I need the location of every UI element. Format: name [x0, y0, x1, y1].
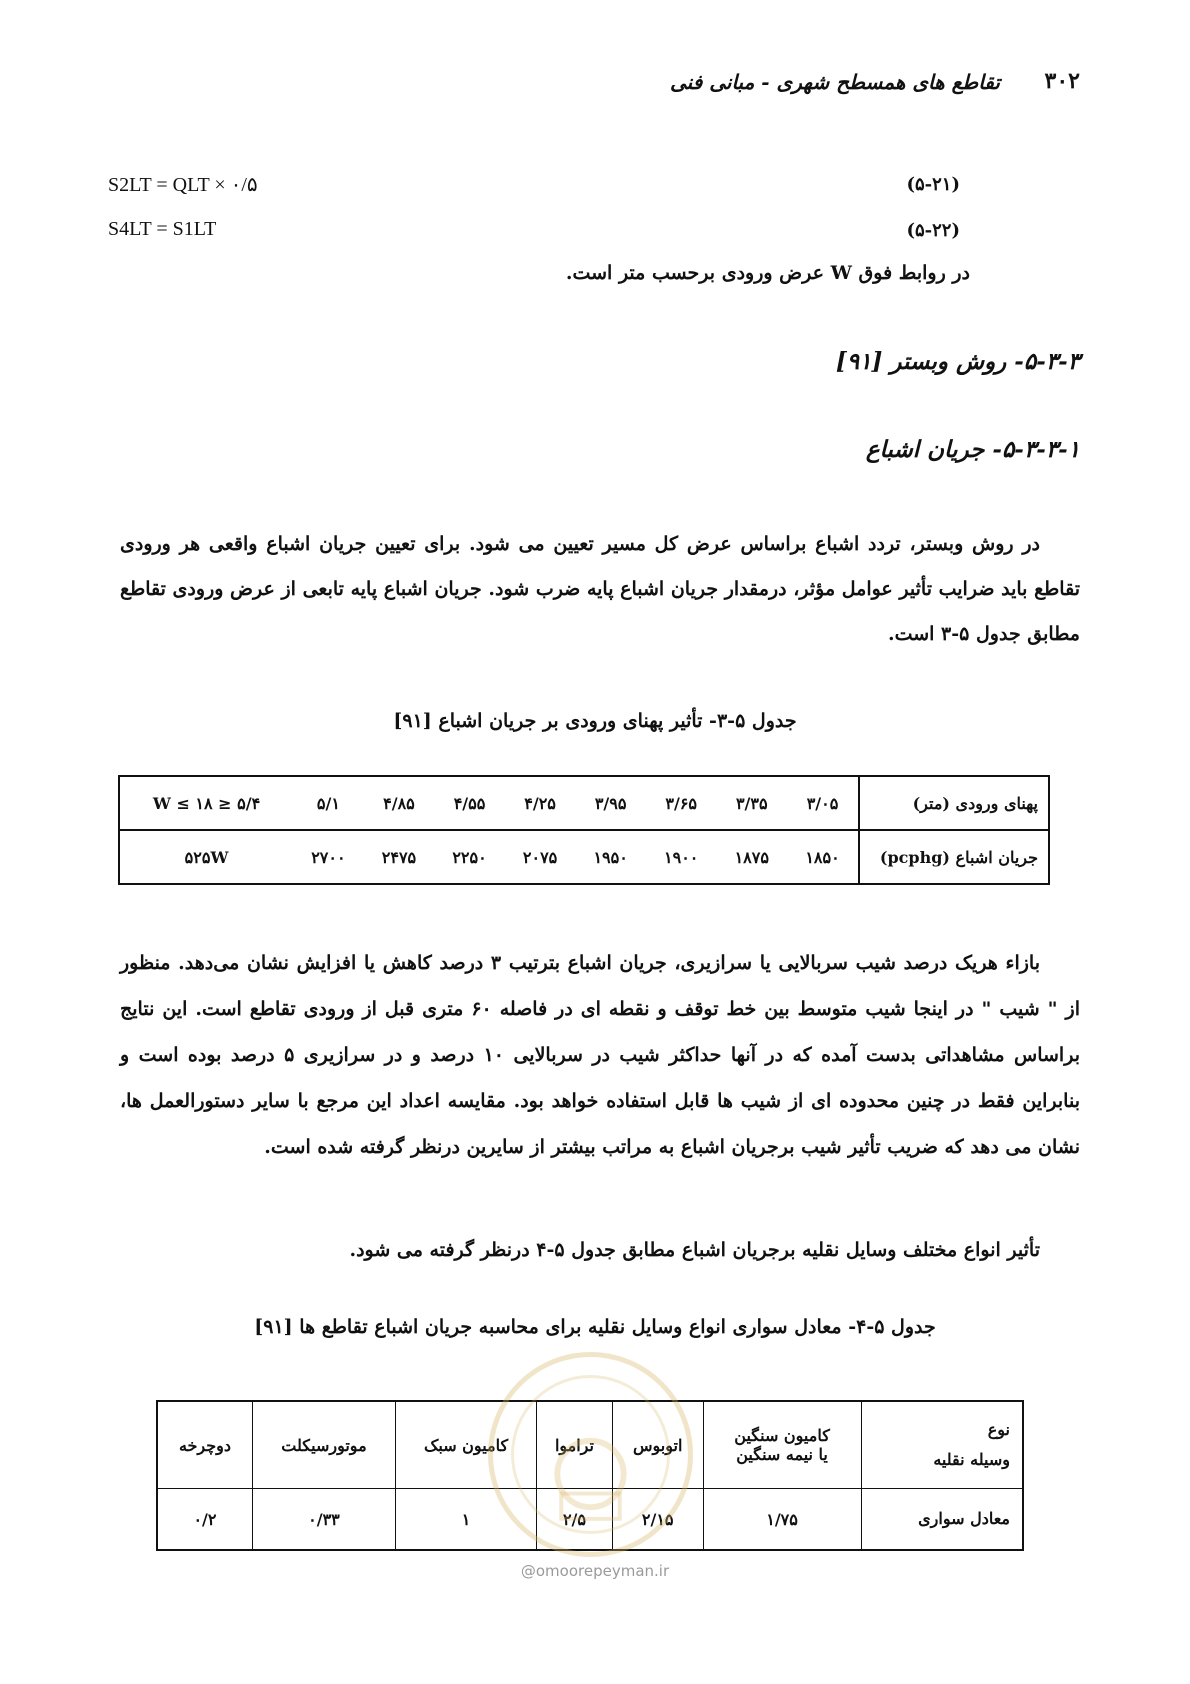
table-cell: ۱۸۷۵	[734, 847, 769, 867]
table-cell: ۲۰۷۵	[522, 847, 558, 867]
paragraph: بازاء هریک درصد شیب سربالایی یا سرازیری، جریان اشباع بترتیب ۳ درصد کاهش یا افزایش نشان می‌دهد. منظور از " شیب " در اینجا شیب متوسط بین خط توقف و نقطه ای در فاصله ۶۰ متری قبل از ورودی تقاطع است. این نتایج براساس مشاهداتی بدست آمده که در آنها حداکثر شیب در سربالایی ۱۰ درصد و در سرازیری ۵ درصد بوده است و بنابراین فقط در چنین محدوده ای از شیب ها قابل استفاده خواهد بود. مقایسه اعداد این مرجع با سایر دستورالعمل ها، نشان می دهد که ضریب تأثیر شیب برجریان اشباع به مراتب بیشتر از سایرین درنظر گرفته شده است.	[120, 952, 1080, 1158]
row-header: جریان اشباع (pcphg)	[859, 830, 1049, 884]
table-row	[119, 776, 1049, 830]
table-cell: ۵/۴ ≤ W ≤ ۱۸	[119, 776, 293, 830]
note-text: در روابط فوق W عرض ورودی برحسب متر است.	[565, 262, 970, 284]
subsection-heading: ۵-۳-۳-۱- جریان اشباع	[865, 436, 1080, 463]
vehicle-equivalent-table	[156, 1400, 1024, 1551]
table-cell: ۲۲۵۰	[452, 847, 487, 867]
entry-width-table	[118, 775, 1050, 885]
table-cell: ۱	[396, 1489, 537, 1551]
equation-number: (۵-۲۱)	[906, 174, 960, 195]
column-header: تراموا	[537, 1401, 613, 1489]
row-header: معادل سواری	[861, 1489, 1023, 1551]
table-cell: ۰/۲	[157, 1489, 252, 1551]
column-header-line2: یا نیمه سنگین	[736, 1445, 828, 1464]
column-header	[703, 1401, 861, 1489]
column-header: موتورسیکلت	[252, 1401, 395, 1489]
table-cell: ۲۴۷۵	[381, 847, 417, 867]
table-row	[157, 1401, 1023, 1489]
section-heading: ۵-۳-۳- روش وبستر [۹۱]	[835, 348, 1080, 375]
column-header: کامیون سبک	[396, 1401, 537, 1489]
page-number: ۳۰۲	[1044, 68, 1080, 94]
corner-header-line1: نوع	[987, 1420, 1010, 1439]
watermark-url: @omoorepeyman.ir	[520, 1562, 670, 1580]
table-caption: جدول ۵-۳- تأثیر پهنای ورودی بر جریان اشباع [۹۱]	[393, 710, 797, 732]
table-cell: ۴/۵۵	[434, 776, 505, 830]
table-cell: ۳/۳۵	[716, 776, 787, 830]
column-header-line1: کامیون سنگین	[734, 1426, 830, 1445]
table-cell: ۳/۶۵	[646, 776, 717, 830]
row-header: پهنای ورودی (متر)	[859, 776, 1049, 830]
running-title: تقاطع های همسطح شهری - مبانی فنی	[670, 70, 1000, 94]
equation-number: (۵-۲۲)	[906, 220, 960, 241]
table-cell: ۴/۸۵	[364, 776, 435, 830]
table-cell: ۵۲۵W	[184, 847, 229, 867]
table-cell: ۳/۹۵	[575, 776, 646, 830]
equation-formula: S4LT = S1LT	[108, 218, 217, 240]
table-cell: ۱۸۵۰	[805, 847, 840, 867]
column-header: اتوبوس	[612, 1401, 703, 1489]
table-cell: ۲/۵	[537, 1489, 613, 1551]
table-cell: ۵/۱	[293, 776, 364, 830]
table-cell: ۱/۷۵	[703, 1489, 861, 1551]
table-caption: جدول ۵-۴- معادل سواری انواع وسایل نقلیه برای محاسبه جریان اشباع تقاطع ها [۹۱]	[254, 1316, 936, 1338]
column-header: دوچرخه	[157, 1401, 252, 1489]
table-cell: ۱۹۵۰	[593, 847, 628, 867]
corner-header	[861, 1401, 1023, 1489]
table-row	[157, 1489, 1023, 1551]
corner-header-line2: وسیله نقلیه	[933, 1450, 1010, 1469]
table-row	[119, 830, 1049, 884]
table-cell: ۰/۳۳	[252, 1489, 395, 1551]
table-cell: ۲/۱۵	[612, 1489, 703, 1551]
paragraph: در روش وبستر، تردد اشباع براساس عرض کل مسیر تعیین می شود. برای تعیین جریان اشباع واقعی هر ورودی تقاطع باید ضرایب تأثیر عوامل مؤثر، درمقدار جریان اشباع پایه ضرب شود. جریان اشباع پایه تابعی از عرض ورودی تقاطع مطابق جدول ۵-۳ است.	[120, 533, 1080, 645]
paragraph: تأثیر انواع مختلف وسایل نقلیه برجریان اشباع مطابق جدول ۵-۴ درنظر گرفته می شود.	[349, 1239, 1040, 1261]
table-cell: ۳/۰۵	[787, 776, 859, 830]
table-cell: ۲۷۰۰	[311, 847, 346, 867]
equation-formula: S2LT = QLT × ۰/۵	[108, 174, 258, 196]
table-cell: ۴/۲۵	[505, 776, 576, 830]
table-cell: ۱۹۰۰	[664, 847, 699, 867]
